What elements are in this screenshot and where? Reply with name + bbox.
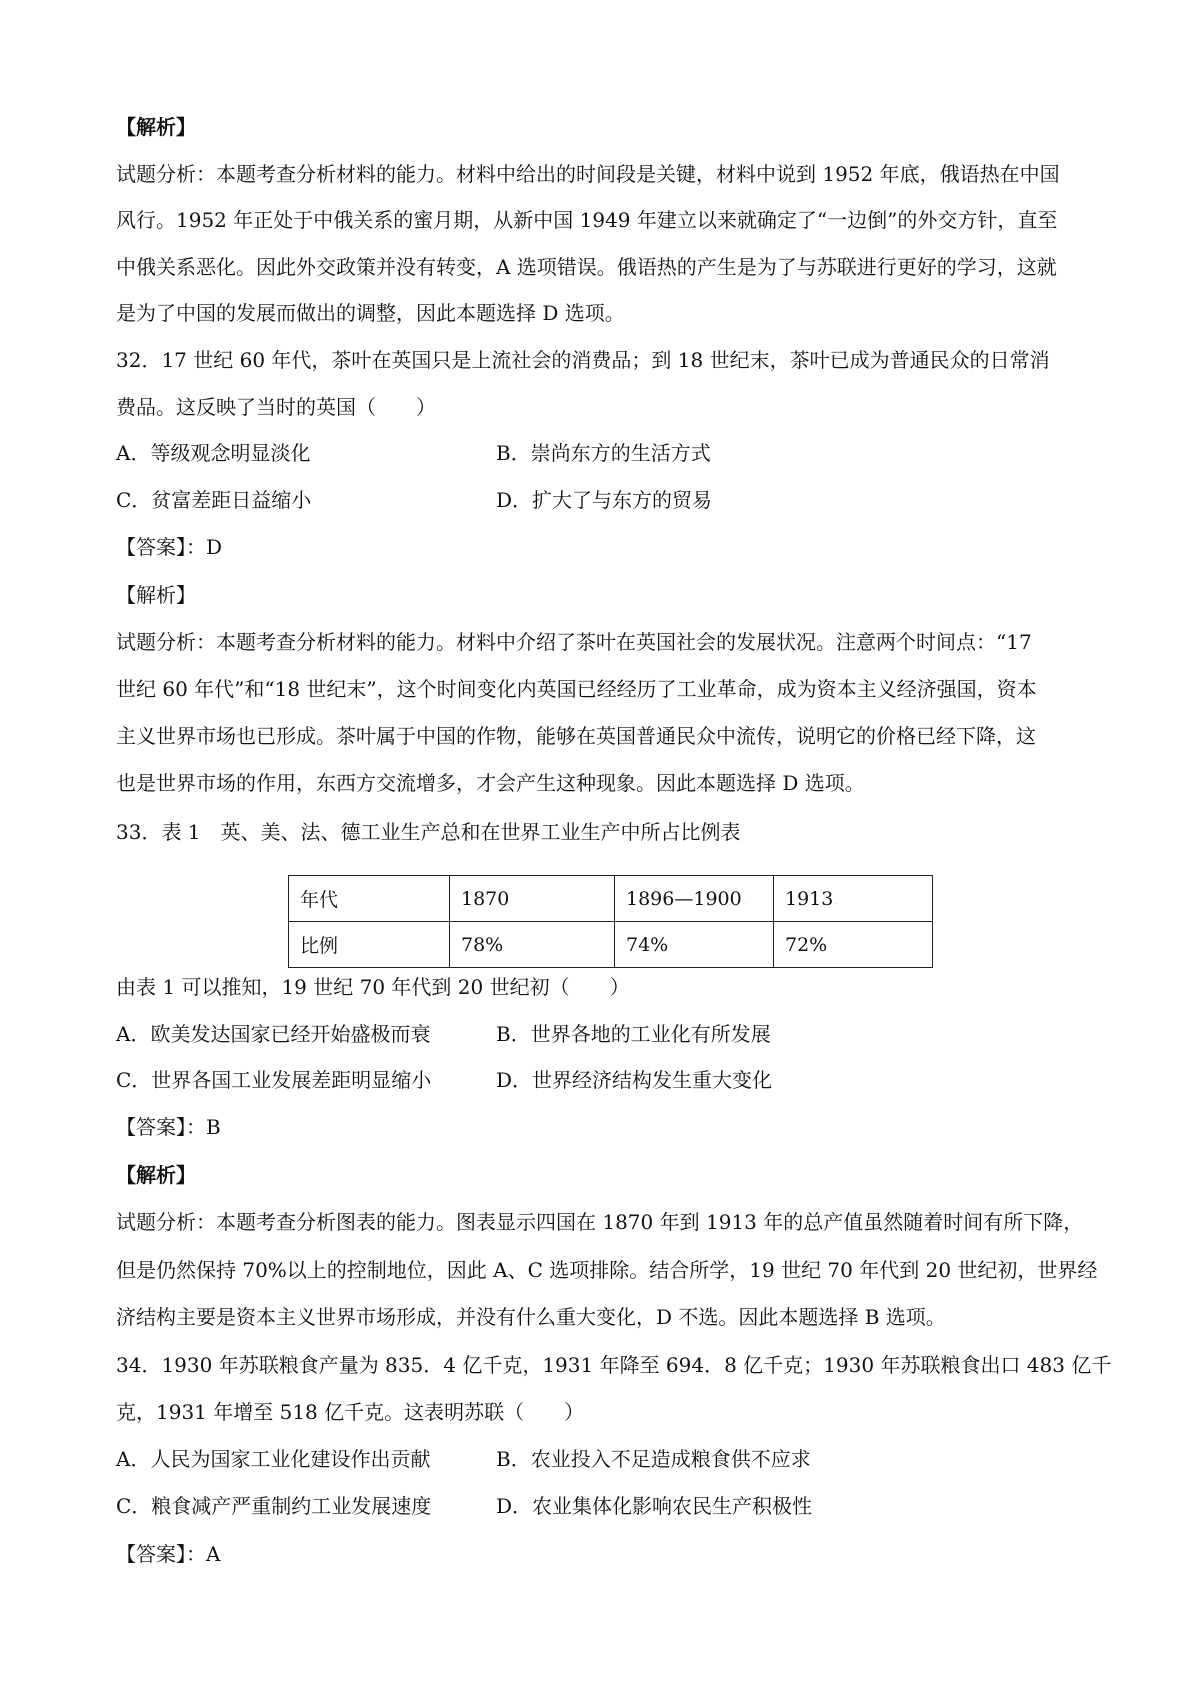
q33-option-b: B．世界各地的工业化有所发展: [496, 1022, 771, 1046]
table-cell: 年代: [289, 876, 450, 922]
q32-option-b: B．崇尚东方的生活方式: [496, 441, 711, 465]
q32-option-a: A．等级观念明显淡化: [116, 441, 311, 465]
q34-option-d: D．农业集体化影响农民生产积极性: [496, 1494, 813, 1518]
table-cell-text: 1913: [785, 887, 834, 910]
q34-option-c: C．粮食减产严重制约工业发展速度: [116, 1494, 432, 1518]
table-cell: 比例: [289, 922, 450, 968]
q32-analysis-line-1: 试题分析：本题考查分析材料的能力。材料中介绍了茶叶在英国社会的发展状况。注意两个时间点：“17: [116, 630, 1032, 654]
q33-jiexi-label: 【解析】: [116, 1163, 196, 1187]
q33-analysis-line-3: 济结构主要是资本主义世界市场形成，并没有什么重大变化，D 不选。因此本题选择 B 选项。: [116, 1305, 946, 1329]
q33-analysis-line-2: 但是仍然保持 70%以上的控制地位，因此 A、C 选项排除。结合所学，19 世纪 70 年代到 20 世纪初，世界经: [116, 1258, 1098, 1282]
q31-jiexi-label: 【解析】: [116, 115, 196, 139]
table-cell: 72%: [774, 922, 933, 968]
q33-stem-2: 由表 1 可以推知，19 世纪 70 年代到 20 世纪初（ ）: [116, 975, 630, 999]
table-cell: 74%: [615, 922, 774, 968]
q32-analysis-line-3: 主义世界市场也已形成。茶叶属于中国的作物，能够在英国普通民众中流传，说明它的价格已经下降，这: [116, 724, 1036, 748]
q34-option-b: B．农业投入不足造成粮食供不应求: [496, 1447, 811, 1471]
q32-answer: 【答案】：D: [116, 535, 223, 559]
q33-answer: 【答案】：B: [116, 1115, 221, 1139]
q31-analysis-line-2: 风行。1952 年正处于中俄关系的蜜月期，从新中国 1949 年建立以来就确定了“一边倒”的外交方针，直至: [116, 208, 1058, 232]
table-cell: [615, 876, 774, 922]
q33-option-c: C．世界各国工业发展差距明显缩小: [116, 1068, 432, 1092]
q33-stem: 33．表 1 英、美、法、德工业生产总和在世界工业生产中所占比例表: [116, 820, 741, 844]
table-cell-text: 1896—1900: [626, 887, 742, 910]
q33-analysis-line-1: 试题分析：本题考查分析图表的能力。图表显示四国在 1870 年到 1913 年的总产值虽然随着时间有所下降，: [116, 1210, 1084, 1234]
q32-analysis-line-4: 也是世界市场的作用，东西方交流增多，才会产生这种现象。因此本题选择 D 选项。: [116, 771, 865, 795]
q34-stem-line-2: 克，1931 年增至 518 亿千克。这表明苏联（ ）: [116, 1400, 585, 1424]
proportion-table: [288, 875, 933, 968]
q34-option-a: A．人民为国家工业化建设作出贡献: [116, 1447, 431, 1471]
q32-analysis-line-2: 世纪 60 年代”和“18 世纪末”，这个时间变化内英国已经经历了工业革命，成为资本主义经济强国，资本: [116, 677, 1037, 701]
table-row: [289, 922, 933, 968]
q32-stem-line-1: 32．17 世纪 60 年代，茶叶在英国只是上流社会的消费品；到 18 世纪末，茶叶已成为普通民众的日常消: [116, 348, 1050, 372]
q31-analysis-line-4: 是为了中国的发展而做出的调整，因此本题选择 D 选项。: [116, 301, 625, 325]
q33-option-a: A．欧美发达国家已经开始盛极而衰: [116, 1022, 431, 1046]
q33-option-d: D．世界经济结构发生重大变化: [496, 1068, 773, 1092]
q32-option-c: C．贫富差距日益缩小: [116, 488, 312, 512]
watermark-mark: ···: [833, 900, 839, 906]
table-cell: [774, 876, 933, 922]
q34-answer: 【答案】：A: [116, 1542, 221, 1566]
table-cell: 78%: [450, 922, 615, 968]
q31-analysis-line-3: 中俄关系恶化。因此外交政策并没有转变，A 选项错误。俄语热的产生是为了与苏联进行更好的学习，这就: [116, 255, 1057, 279]
q32-jiexi-label: 【解析】: [116, 583, 196, 607]
q31-analysis-line-1: 试题分析：本题考查分析材料的能力。材料中给出的时间段是关键，材料中说到 1952 年底，俄语热在中国: [116, 162, 1060, 186]
q34-stem-line-1: 34．1930 年苏联粮食产量为 835．4 亿千克，1931 年降至 694．8 亿千克；1930 年苏联粮食出口 483 亿千: [116, 1353, 1112, 1377]
table-row: [289, 876, 933, 922]
q32-option-d: D．扩大了与东方的贸易: [496, 488, 713, 512]
table-cell: 1870: [450, 876, 615, 922]
q32-stem-line-2: 费品。这反映了当时的英国（ ）: [116, 395, 436, 419]
watermark-mark: ···: [741, 900, 747, 906]
